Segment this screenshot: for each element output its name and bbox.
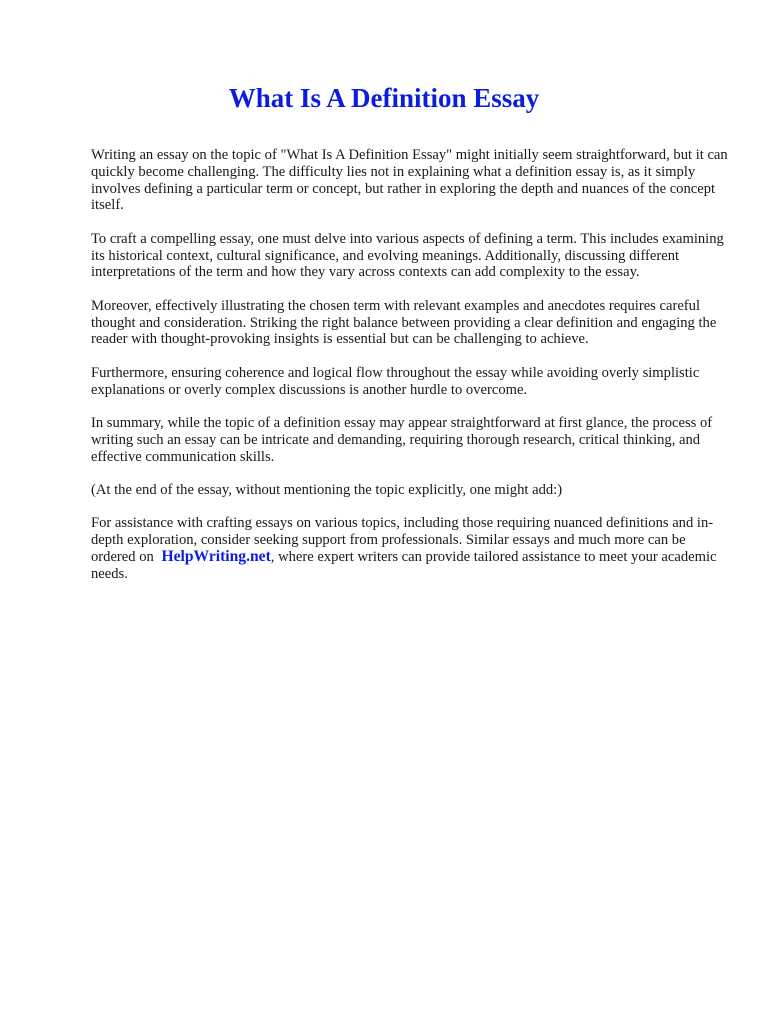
essay-body <box>91 147 731 599</box>
helpwriting-link[interactable]: HelpWriting.net <box>161 547 271 565</box>
paragraph-4: Furthermore, ensuring coherence and logical flow throughout the essay while avoiding overly simplistic explanations or overly complex discussions is another hurdle to overcome. <box>91 364 700 398</box>
paragraph-2: To craft a compelling essay, one must delve into various aspects of defining a term. This includes examining its historical context, cultural significance, and evolving meanings. Additionally, discussing different interpretations of the term and how they vary across contexts can add complexity to the essay. <box>91 230 724 281</box>
paragraph-5: In summary, while the topic of a definition essay may appear straightforward at first glance, the process of writing such an essay can be intricate and demanding, requiring thorough research, critical thinking, and effective communication skills. <box>91 414 713 465</box>
closing-text-before-link: For assistance with crafting essays on various topics, including those requiring nuanced definitions and in-depth exploration, consider seeking support from professionals. Similar essays and much more can be ordered on <box>91 515 714 565</box>
paragraph-1: Writing an essay on the topic of "What Is A Definition Essay" might initially seem straightforward, but it can quickly become challenging. The difficulty lies not in explaining what a definition essay is, as it simply involves defining a particular term or concept, but rather in exploring the depth and nuances of the concept itself. <box>91 147 728 214</box>
paragraph-6: (At the end of the essay, without mentioning the topic explicitly, one might add:) <box>91 481 563 498</box>
page-title: What Is A Definition Essay <box>228 83 540 113</box>
closing-paragraph <box>91 515 731 582</box>
closing-text-after-link: , where expert writers can provide tailored assistance to meet your academic needs. <box>91 548 717 582</box>
paragraph-3: Moreover, effectively illustrating the chosen term with relevant examples and anecdotes requires careful thought and consideration. Striking the right balance between providing a clear definition and engaging the reader with thought-provoking insights is essential but can be challenging to achieve. <box>91 297 717 348</box>
